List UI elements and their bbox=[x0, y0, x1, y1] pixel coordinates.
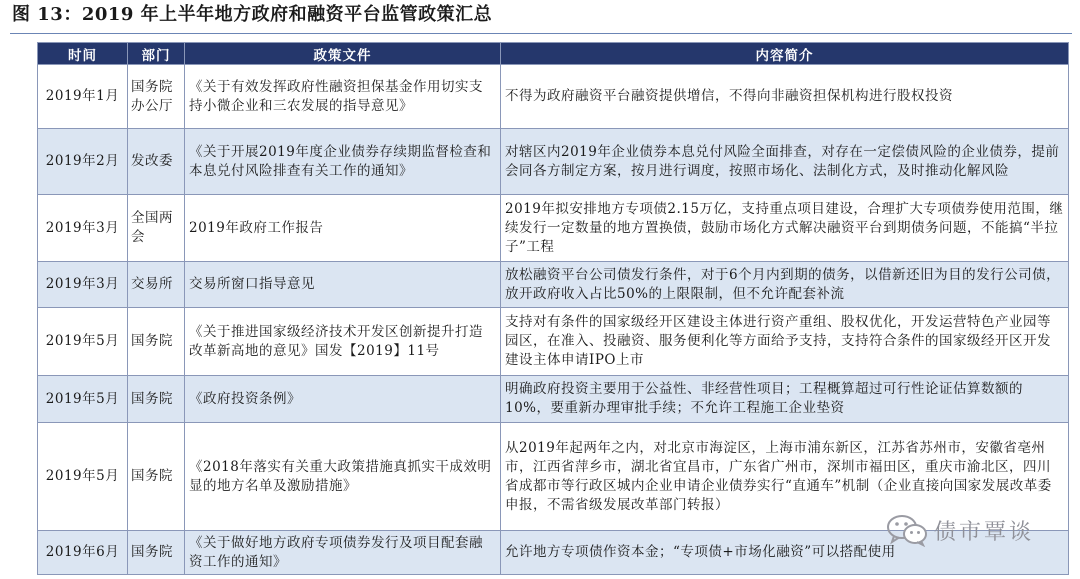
title-divider bbox=[10, 33, 1072, 34]
cell-time: 2019年1月 bbox=[38, 65, 128, 129]
table-row bbox=[38, 262, 1069, 308]
cell-time: 2019年3月 bbox=[38, 262, 128, 308]
cell-time: 2019年3月 bbox=[38, 195, 128, 262]
cell-dept: 全国两会 bbox=[128, 195, 185, 262]
cell-doc: 交易所窗口指导意见 bbox=[185, 262, 501, 308]
cell-summary: 从2019年起两年之内，对北京市海淀区，上海市浦东新区，江苏省苏州市，安徽省亳州市，江西省萍乡市，湖北省宜昌市，广东省广州市，深圳市福田区，重庆市渝北区，四川省成都市等行政区城内企业申请企业债券实行“直通车”机制（企业直接向国家发展改革委申报，不需省级发展改革部门转报） bbox=[501, 423, 1069, 531]
cell-doc: 《政府投资条例》 bbox=[185, 376, 501, 423]
table-row bbox=[38, 195, 1069, 262]
cell-summary: 支持对有条件的国家级经开区建设主体进行资产重组、股权优化，开发运营特色产业园等园区，在准入、投融资、服务便利化等方面给予支持，支持符合条件的国家级经开区开发建设主体申请IPO上市 bbox=[501, 308, 1069, 376]
cell-dept: 交易所 bbox=[128, 262, 185, 308]
cell-summary: 明确政府投资主要用于公益性、非经营性项目；工程概算超过可行性论证估算数额的10%，要重新办理审批手续；不允许工程施工企业垫资 bbox=[501, 376, 1069, 423]
table-row bbox=[38, 129, 1069, 195]
cell-summary: 2019年拟安排地方专项债2.15万亿，支持重点项目建设，合理扩大专项债券使用范围，继续发行一定数量的地方置换债，鼓励市场化方式解决融资平台到期债务问题，不能搞“半拉子”工程 bbox=[501, 195, 1069, 262]
cell-doc: 《关于开展2019年度企业债券存续期监督检查和本息兑付风险排查有关工作的通知》 bbox=[185, 129, 501, 195]
cell-doc: 《关于做好地方政府专项债券发行及项目配套融资工作的通知》 bbox=[185, 531, 501, 575]
watermark-text: 债市覃谈 bbox=[934, 519, 1035, 545]
header-dept: 部门 bbox=[128, 43, 185, 65]
table-header-row bbox=[38, 43, 1069, 65]
cell-doc: 《关于有效发挥政府性融资担保基金作用切实支持小微企业和三农发展的指导意见》 bbox=[185, 65, 501, 129]
header-summary: 内容简介 bbox=[501, 43, 1069, 65]
header-doc: 政策文件 bbox=[185, 43, 501, 65]
table-row bbox=[38, 308, 1069, 376]
table-row bbox=[38, 65, 1069, 129]
cell-summary: 放松融资平台公司债发行条件，对于6个月内到期的债务，以借新还旧为目的发行公司债，放开政府收入占比50%的上限限制，但不允许配套补流 bbox=[501, 262, 1069, 308]
cell-doc: 2019年政府工作报告 bbox=[185, 195, 501, 262]
cell-dept: 国务院 bbox=[128, 423, 185, 531]
policy-table bbox=[37, 42, 1069, 575]
cell-dept: 国务院办公厅 bbox=[128, 65, 185, 129]
watermark bbox=[886, 508, 1066, 552]
table-row bbox=[38, 376, 1069, 423]
cell-summary: 对辖区内2019年企业债券本息兑付风险全面排查，对存在一定偿债风险的企业债券，提前会同各方制定方案，按月进行调度，按照市场化、法制化方式，及时推动化解风险 bbox=[501, 129, 1069, 195]
cell-time: 2019年2月 bbox=[38, 129, 128, 195]
cell-dept: 国务院 bbox=[128, 376, 185, 423]
cell-time: 2019年5月 bbox=[38, 423, 128, 531]
cell-dept: 国务院 bbox=[128, 308, 185, 376]
cell-doc: 《关于推进国家级经济技术开发区创新提升打造改革新高地的意见》国发【2019】11号 bbox=[185, 308, 501, 376]
header-time: 时间 bbox=[38, 43, 128, 65]
wechat-logo-icon bbox=[886, 513, 928, 547]
cell-time: 2019年6月 bbox=[38, 531, 128, 575]
cell-dept: 发改委 bbox=[128, 129, 185, 195]
cell-summary: 允许地方专项债作资本金；“专项债+市场化融资”可以搭配使用 bbox=[501, 531, 1069, 575]
cell-summary: 不得为政府融资平台融资提供增信，不得向非融资担保机构进行股权投资 bbox=[501, 65, 1069, 129]
figure-title: 图 13：2019 年上半年地方政府和融资平台监管政策汇总 bbox=[12, 4, 493, 25]
cell-time: 2019年5月 bbox=[38, 376, 128, 423]
cell-time: 2019年5月 bbox=[38, 308, 128, 376]
cell-dept: 国务院 bbox=[128, 531, 185, 575]
cell-doc: 《2018年落实有关重大政策措施真抓实干成效明显的地方名单及激励措施》 bbox=[185, 423, 501, 531]
